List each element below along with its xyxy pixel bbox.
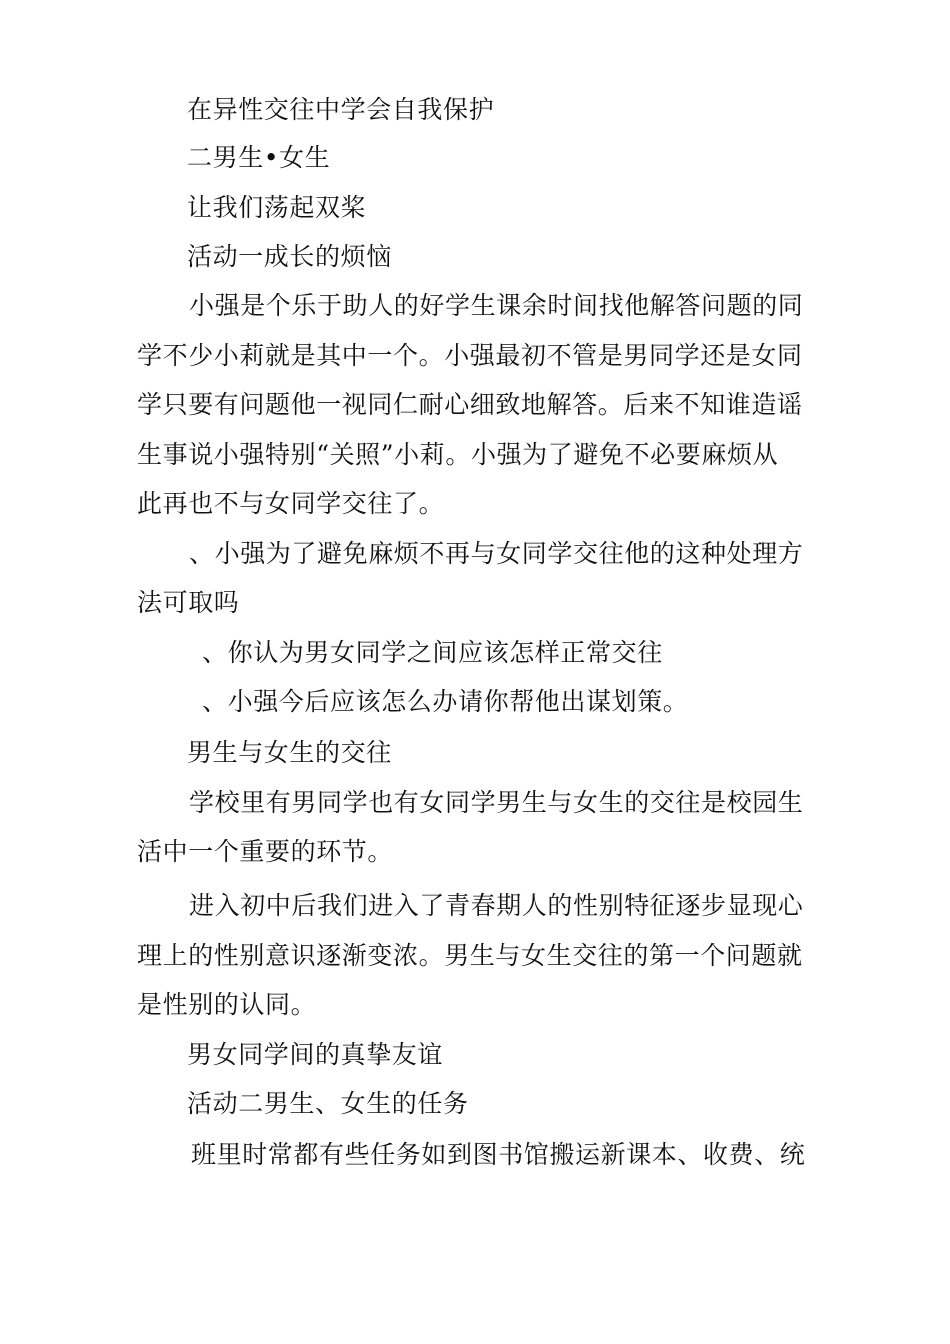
paragraph-line: 活中一个重要的环节。 [137,837,394,866]
heading-line: 活动二男生、女生的任务 [187,1089,469,1118]
heading-line: 在异性交往中学会自我保护 [187,95,495,124]
paragraph-line: 学校里有男同学也有女同学男生与女生的交往是校园生 [189,788,804,817]
paragraph-line: 进入初中后我们进入了青春期人的性别特征逐步显现心 [189,891,804,920]
question-line: 、你认为男女同学之间应该怎样正常交往 [202,638,663,667]
heading-line: 二男生•女生 [187,143,331,172]
paragraph-line: 小强是个乐于助人的好学生课余时间找他解答问题的同 [189,291,804,320]
heading-line: 让我们荡起双桨 [187,193,367,222]
paragraph-line: 理上的性别意识逐渐变浓。男生与女生交往的第一个问题就 [137,941,803,970]
question-line: 、小强今后应该怎么办请你帮他出谋划策。 [202,687,689,716]
paragraph-line: 生事说小强特别“关照”小莉。小强为了避免不必要麻烦从 [137,440,779,469]
question-line: 法可取吗 [137,588,240,617]
heading-line: 男女同学间的真挚友谊 [187,1040,444,1069]
paragraph-line: 学不少小莉就是其中一个。小强最初不管是男同学还是女同 [137,341,803,370]
heading-line: 活动一成长的烦恼 [187,242,392,271]
paragraph-line: 学只要有问题他一视同仁耐心细致地解答。后来不知谁造谣 [137,390,803,419]
paragraph-line: 是性别的认同。 [137,990,317,1019]
heading-line: 男生与女生的交往 [187,738,392,767]
question-line: 、小强为了避免麻烦不再与女同学交往他的这种处理方 [189,539,804,568]
paragraph-line: 此再也不与女同学交往了。 [137,489,445,518]
paragraph-line: 班里时常都有些任务如到图书馆搬运新课本、收费、统 [191,1140,806,1169]
